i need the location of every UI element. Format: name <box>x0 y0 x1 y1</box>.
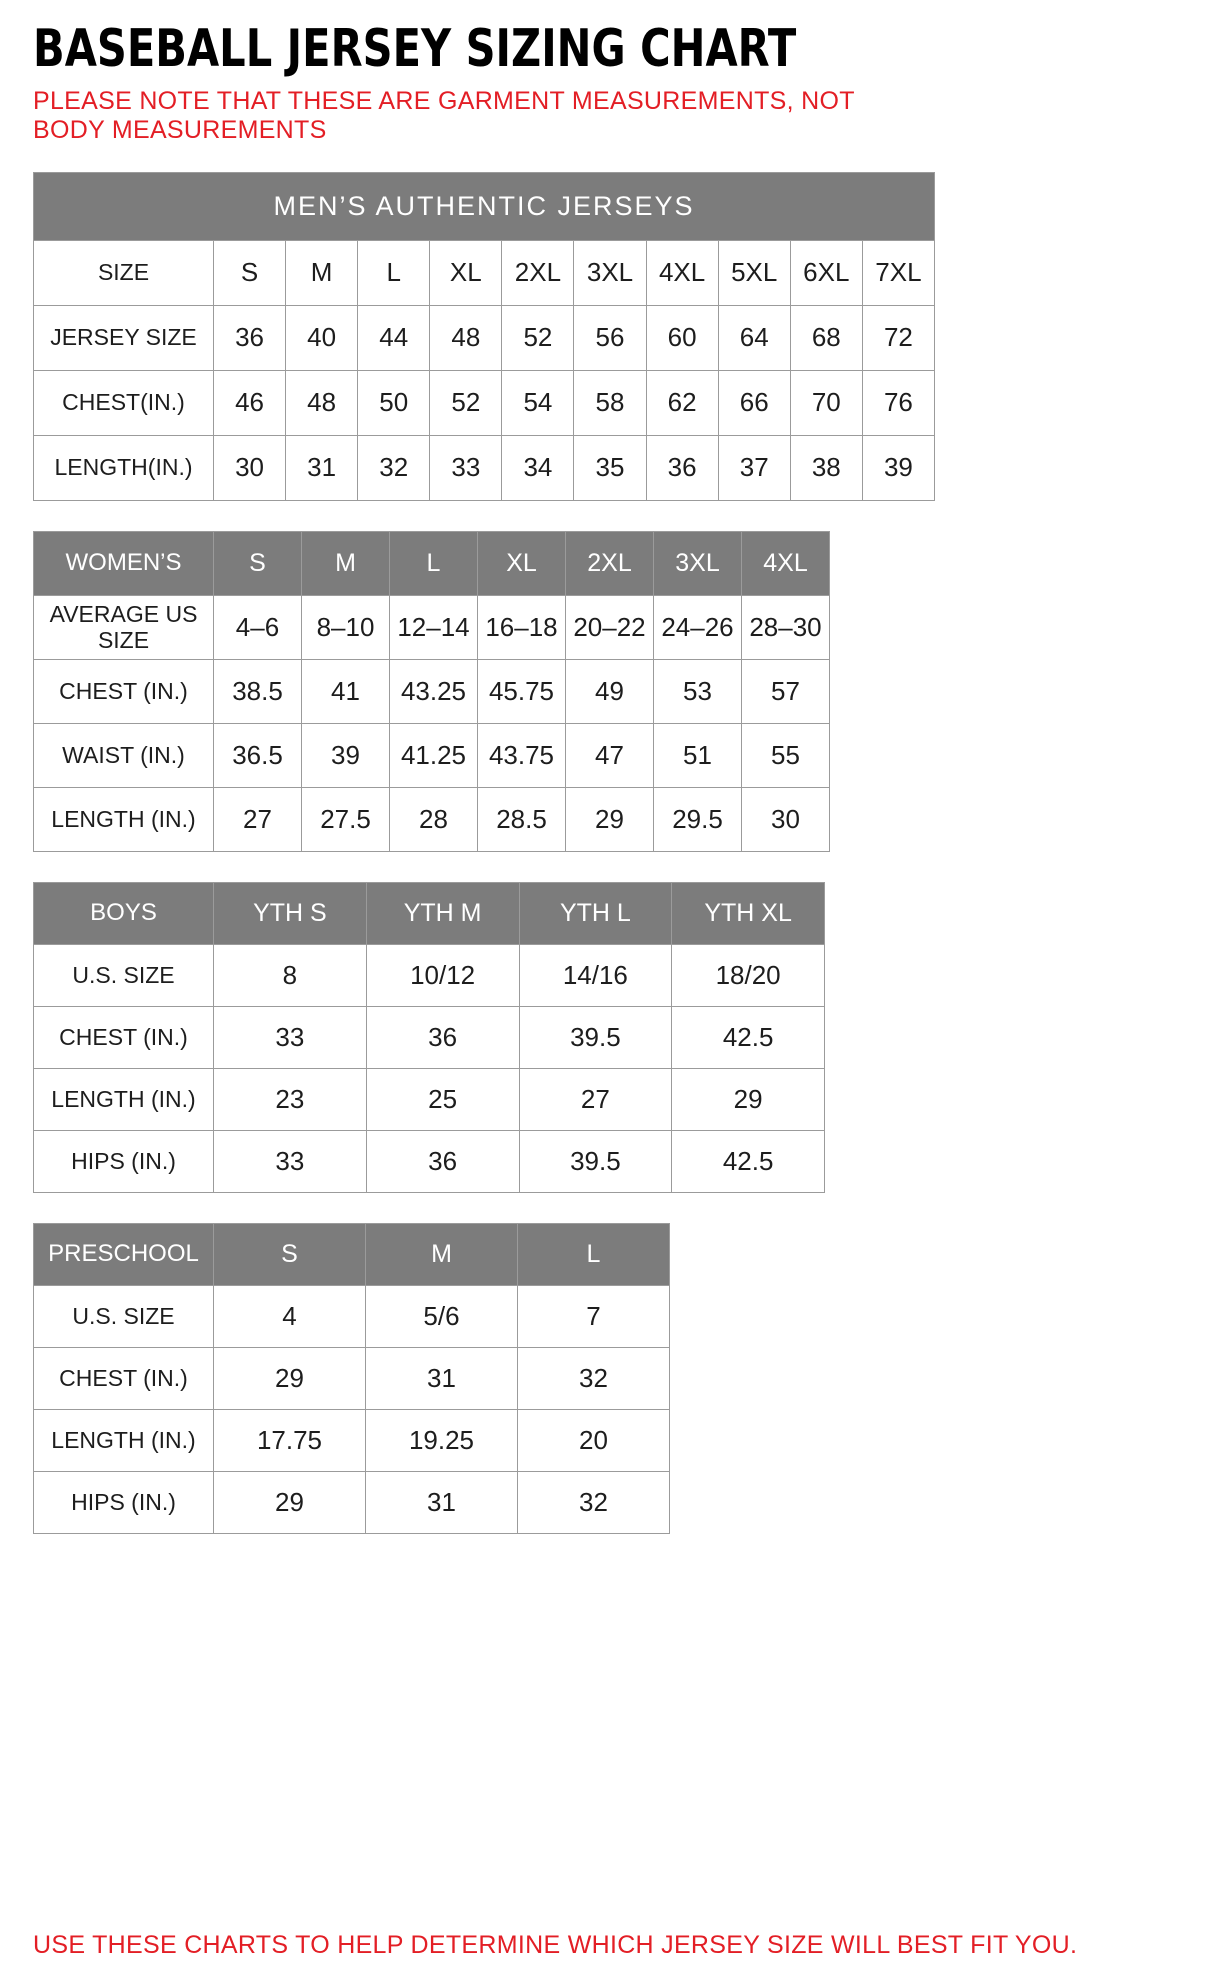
garment-measurements-note: PLEASE NOTE THAT THESE ARE GARMENT MEASUREMENTS, NOT BODY MEASUREMENTS <box>33 86 855 145</box>
mens-row <box>34 305 935 370</box>
preschool-row-label: LENGTH (IN.) <box>34 1409 214 1471</box>
mens-value-cell: 52 <box>430 370 502 435</box>
mens-value-cell: 46 <box>214 370 286 435</box>
boys-value-cell: 25 <box>366 1068 519 1130</box>
boys-row-label: HIPS (IN.) <box>34 1130 214 1192</box>
boys-row-label: CHEST (IN.) <box>34 1006 214 1068</box>
preschool-row <box>34 1471 670 1533</box>
mens-row <box>34 370 935 435</box>
boys-value-cell: 23 <box>214 1068 367 1130</box>
boys-value-cell: 36 <box>366 1130 519 1192</box>
mens-value-cell: 56 <box>574 305 646 370</box>
boys-value-cell: 27 <box>519 1068 672 1130</box>
mens-column-header: 7XL <box>862 240 934 305</box>
mens-column-header: S <box>214 240 286 305</box>
womens-value-cell: 57 <box>742 659 830 723</box>
mens-column-header: XL <box>430 240 502 305</box>
mens-row-label: LENGTH(IN.) <box>34 435 214 500</box>
womens-value-cell: 28.5 <box>478 787 566 851</box>
preschool-value-cell: 32 <box>518 1347 670 1409</box>
womens-header-row <box>34 531 830 595</box>
womens-value-cell: 29.5 <box>654 787 742 851</box>
preschool-size-table <box>33 1223 670 1534</box>
mens-authentic-jerseys-table <box>33 172 1187 501</box>
mens-value-cell: 33 <box>430 435 502 500</box>
mens-value-cell: 70 <box>790 370 862 435</box>
mens-value-cell: 48 <box>286 370 358 435</box>
womens-value-cell: 38.5 <box>214 659 302 723</box>
boys-value-cell: 39.5 <box>519 1130 672 1192</box>
mens-column-header: 5XL <box>718 240 790 305</box>
womens-row <box>34 595 830 659</box>
size-tables <box>33 172 1187 1534</box>
womens-row-label: LENGTH (IN.) <box>34 787 214 851</box>
preschool-column-header: S <box>214 1223 366 1285</box>
preschool-value-cell: 20 <box>518 1409 670 1471</box>
preschool-column-header: L <box>518 1223 670 1285</box>
boys-column-header: YTH XL <box>672 882 825 944</box>
preschool-value-cell: 17.75 <box>214 1409 366 1471</box>
preschool-value-cell: 31 <box>366 1347 518 1409</box>
womens-value-cell: 45.75 <box>478 659 566 723</box>
womens-size-table <box>33 531 830 852</box>
womens-row <box>34 659 830 723</box>
womens-value-cell: 28–30 <box>742 595 830 659</box>
preschool-value-cell: 29 <box>214 1347 366 1409</box>
boys-value-cell: 33 <box>214 1130 367 1192</box>
mens-value-cell: 36 <box>646 435 718 500</box>
preschool-value-cell: 5/6 <box>366 1285 518 1347</box>
mens-value-cell: 50 <box>358 370 430 435</box>
boys-row-label: U.S. SIZE <box>34 944 214 1006</box>
preschool-row-label: CHEST (IN.) <box>34 1347 214 1409</box>
mens-size-table <box>33 172 935 501</box>
mens-banner: MEN’S AUTHENTIC JERSEYS <box>34 172 935 240</box>
mens-value-cell: 36 <box>214 305 286 370</box>
boys-row <box>34 944 825 1006</box>
womens-value-cell: 8–10 <box>302 595 390 659</box>
womens-value-cell: 51 <box>654 723 742 787</box>
boys-table <box>33 882 1187 1193</box>
mens-value-cell: 44 <box>358 305 430 370</box>
mens-row-label: JERSEY SIZE <box>34 305 214 370</box>
mens-value-cell: 32 <box>358 435 430 500</box>
mens-value-cell: 48 <box>430 305 502 370</box>
womens-column-header: S <box>214 531 302 595</box>
preschool-value-cell: 29 <box>214 1471 366 1533</box>
boys-column-header: YTH S <box>214 882 367 944</box>
womens-column-header: 3XL <box>654 531 742 595</box>
boys-value-cell: 18/20 <box>672 944 825 1006</box>
womens-value-cell: 28 <box>390 787 478 851</box>
boys-value-cell: 39.5 <box>519 1006 672 1068</box>
mens-value-cell: 64 <box>718 305 790 370</box>
mens-value-cell: 31 <box>286 435 358 500</box>
womens-value-cell: 47 <box>566 723 654 787</box>
boys-header-label: BOYS <box>34 882 214 944</box>
preschool-table <box>33 1223 1187 1534</box>
womens-row-label: CHEST (IN.) <box>34 659 214 723</box>
womens-value-cell: 41 <box>302 659 390 723</box>
preschool-row <box>34 1347 670 1409</box>
preschool-row <box>34 1409 670 1471</box>
womens-column-header: M <box>302 531 390 595</box>
boys-header-row <box>34 882 825 944</box>
preschool-row-label: U.S. SIZE <box>34 1285 214 1347</box>
mens-value-cell: 66 <box>718 370 790 435</box>
mens-value-cell: 58 <box>574 370 646 435</box>
womens-row <box>34 723 830 787</box>
womens-value-cell: 27 <box>214 787 302 851</box>
womens-value-cell: 30 <box>742 787 830 851</box>
mens-value-cell: 37 <box>718 435 790 500</box>
mens-column-header: M <box>286 240 358 305</box>
preschool-header-row <box>34 1223 670 1285</box>
womens-value-cell: 49 <box>566 659 654 723</box>
mens-value-cell: 72 <box>862 305 934 370</box>
womens-column-header: XL <box>478 531 566 595</box>
womens-column-header: L <box>390 531 478 595</box>
womens-value-cell: 53 <box>654 659 742 723</box>
mens-column-header: 2XL <box>502 240 574 305</box>
page-title: BASEBALL JERSEY SIZING CHART <box>33 19 797 79</box>
boys-row <box>34 1068 825 1130</box>
mens-value-cell: 62 <box>646 370 718 435</box>
boys-value-cell: 42.5 <box>672 1130 825 1192</box>
mens-header-row <box>34 240 935 305</box>
womens-row <box>34 787 830 851</box>
boys-value-cell: 33 <box>214 1006 367 1068</box>
mens-value-cell: 40 <box>286 305 358 370</box>
mens-value-cell: 38 <box>790 435 862 500</box>
womens-header-label: WOMEN’S <box>34 531 214 595</box>
womens-row-label: WAIST (IN.) <box>34 723 214 787</box>
womens-value-cell: 55 <box>742 723 830 787</box>
boys-row <box>34 1130 825 1192</box>
preschool-value-cell: 7 <box>518 1285 670 1347</box>
preschool-value-cell: 31 <box>366 1471 518 1533</box>
womens-column-header: 4XL <box>742 531 830 595</box>
mens-value-cell: 52 <box>502 305 574 370</box>
preschool-header-label: PRESCHOOL <box>34 1223 214 1285</box>
womens-value-cell: 43.25 <box>390 659 478 723</box>
mens-row-label: CHEST(IN.) <box>34 370 214 435</box>
womens-value-cell: 16–18 <box>478 595 566 659</box>
boys-size-table <box>33 882 825 1193</box>
mens-value-cell: 54 <box>502 370 574 435</box>
mens-value-cell: 30 <box>214 435 286 500</box>
womens-value-cell: 12–14 <box>390 595 478 659</box>
boys-row-label: LENGTH (IN.) <box>34 1068 214 1130</box>
preschool-value-cell: 32 <box>518 1471 670 1533</box>
preschool-value-cell: 19.25 <box>366 1409 518 1471</box>
boys-row <box>34 1006 825 1068</box>
womens-row-label: AVERAGE US SIZE <box>34 595 214 659</box>
boys-column-header: YTH L <box>519 882 672 944</box>
mens-column-header: 6XL <box>790 240 862 305</box>
boys-column-header: YTH M <box>366 882 519 944</box>
mens-value-cell: 76 <box>862 370 934 435</box>
womens-value-cell: 43.75 <box>478 723 566 787</box>
mens-column-header: L <box>358 240 430 305</box>
womens-value-cell: 39 <box>302 723 390 787</box>
womens-column-header: 2XL <box>566 531 654 595</box>
womens-value-cell: 4–6 <box>214 595 302 659</box>
womens-table <box>33 531 1187 852</box>
preschool-row <box>34 1285 670 1347</box>
mens-row <box>34 435 935 500</box>
mens-value-cell: 60 <box>646 305 718 370</box>
mens-value-cell: 35 <box>574 435 646 500</box>
footer-note: USE THESE CHARTS TO HELP DETERMINE WHICH JERSEY SIZE WILL BEST FIT YOU. <box>33 1931 1078 1959</box>
womens-value-cell: 24–26 <box>654 595 742 659</box>
mens-column-header: 4XL <box>646 240 718 305</box>
mens-column-header: 3XL <box>574 240 646 305</box>
womens-value-cell: 41.25 <box>390 723 478 787</box>
preschool-column-header: M <box>366 1223 518 1285</box>
boys-value-cell: 36 <box>366 1006 519 1068</box>
boys-value-cell: 29 <box>672 1068 825 1130</box>
womens-value-cell: 36.5 <box>214 723 302 787</box>
womens-value-cell: 29 <box>566 787 654 851</box>
womens-value-cell: 27.5 <box>302 787 390 851</box>
preschool-value-cell: 4 <box>214 1285 366 1347</box>
mens-header-label: SIZE <box>34 240 214 305</box>
boys-value-cell: 10/12 <box>366 944 519 1006</box>
mens-value-cell: 39 <box>862 435 934 500</box>
mens-value-cell: 34 <box>502 435 574 500</box>
boys-value-cell: 42.5 <box>672 1006 825 1068</box>
boys-value-cell: 8 <box>214 944 367 1006</box>
mens-value-cell: 68 <box>790 305 862 370</box>
womens-value-cell: 20–22 <box>566 595 654 659</box>
preschool-row-label: HIPS (IN.) <box>34 1471 214 1533</box>
boys-value-cell: 14/16 <box>519 944 672 1006</box>
